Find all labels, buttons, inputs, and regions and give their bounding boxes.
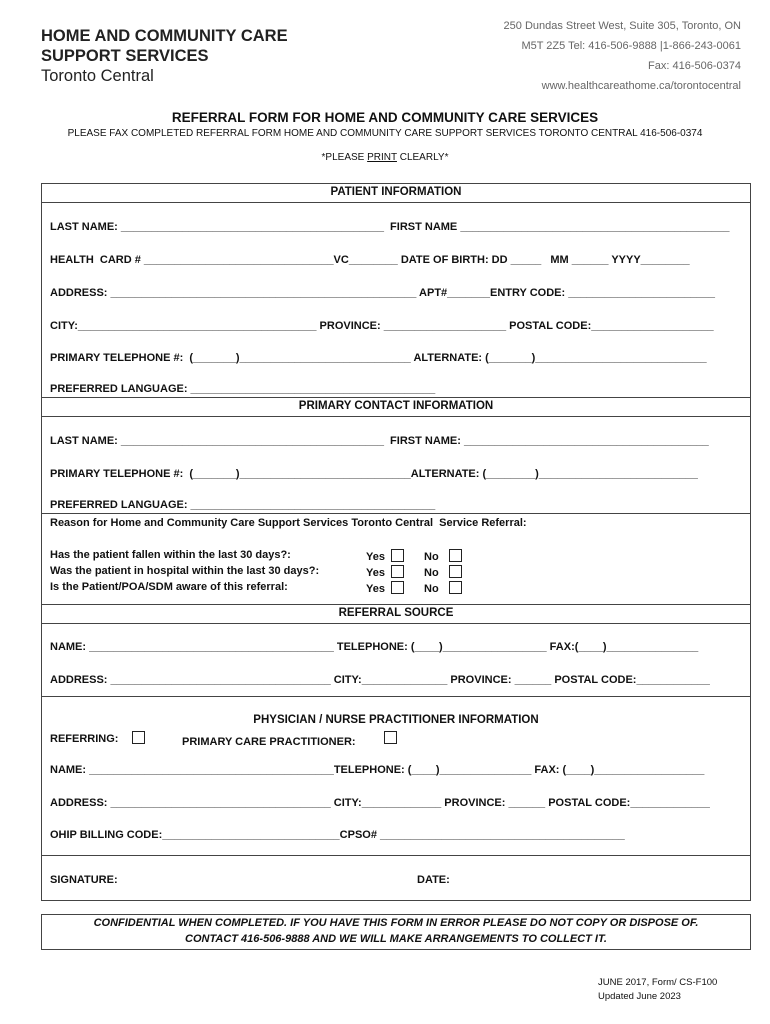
no-label: No (424, 583, 439, 595)
print-pre: *PLEASE (321, 152, 368, 163)
hospital-yes-option[interactable] (366, 565, 404, 579)
org-name-line2: SUPPORT SERVICES (41, 47, 209, 65)
website-link[interactable]: www.healthcareathome.ca/torontocentral (541, 80, 741, 92)
contact-language-field[interactable]: PREFERRED LANGUAGE: ________________________________________ (50, 499, 436, 511)
address-line2: M5T 2Z5 Tel: 416-506-9888 |1-866-243-0061 (521, 40, 741, 52)
referral-name-field[interactable]: NAME: ________________________________________ TELEPHONE: (____)_________________ FAX:(____)_______________ (50, 641, 699, 653)
aware-yes-option[interactable] (366, 581, 404, 595)
primary-care-option[interactable] (182, 731, 397, 748)
contact-name-field[interactable]: LAST NAME: ___________________________________________ FIRST NAME: ________________________________________ (50, 435, 709, 447)
fallen-no-option[interactable] (424, 549, 462, 563)
question-hospital: Was the patient in hospital within the last 30 days?: (50, 565, 320, 577)
hospital-yes-checkbox[interactable] (391, 565, 404, 578)
form-subtitle: PLEASE FAX COMPLETED REFERRAL FORM HOME AND COMMUNITY CARE SUPPORT SERVICES TORONTO CENTRAL 416-506-0374 (67, 128, 703, 139)
referring-checkbox[interactable] (132, 731, 145, 744)
aware-yes-checkbox[interactable] (391, 581, 404, 594)
primary-care-label: PRIMARY CARE PRACTITIONER: (182, 736, 356, 748)
org-name-line3: Toronto Central (41, 67, 154, 85)
confidential-line2: CONTACT 416-506-9888 AND WE WILL MAKE ARRANGEMENTS TO COLLECT IT. (185, 933, 607, 945)
physician-billing-field[interactable]: OHIP BILLING CODE:_____________________________CPSO# ________________________________________ (50, 829, 625, 841)
form-version-footer (598, 976, 717, 1004)
form-title: REFERRAL FORM FOR HOME AND COMMUNITY CARE SERVICES (171, 110, 599, 125)
no-label: No (424, 551, 439, 563)
contact-telephone-field[interactable]: PRIMARY TELEPHONE #: (_______)____________________________ALTERNATE: (________)__________________________ (50, 468, 698, 480)
hospital-no-option[interactable] (424, 565, 462, 579)
print-instruction (0, 152, 770, 163)
patient-health-card-field[interactable]: HEALTH CARD # _______________________________VC________ DATE OF BIRTH: DD _____ MM ______ YYYY________ (50, 254, 690, 266)
address-line1: 250 Dundas Street West, Suite 305, Toronto, ON (503, 20, 741, 32)
fallen-yes-checkbox[interactable] (391, 549, 404, 562)
print-word: PRINT (367, 152, 397, 163)
signature-field[interactable]: SIGNATURE: (50, 874, 118, 886)
footer-line2: Updated June 2023 (598, 991, 681, 1002)
print-post: CLEARLY* (396, 152, 449, 163)
yes-label: Yes (366, 551, 385, 563)
organization-logo (41, 26, 288, 86)
yes-label: Yes (366, 567, 385, 579)
referring-option[interactable] (50, 731, 145, 745)
fallen-no-checkbox[interactable] (449, 549, 462, 562)
aware-no-option[interactable] (424, 581, 462, 595)
patient-city-field[interactable]: CITY:_______________________________________ PROVINCE: ____________________ POSTAL CODE:____________________ (50, 320, 714, 332)
patient-info-heading: PATIENT INFORMATION (330, 186, 462, 198)
fallen-yes-option[interactable] (366, 549, 404, 563)
fax-number: Fax: 416-506-0374 (648, 60, 741, 72)
physician-info-heading: PHYSICIAN / NURSE PRACTITIONER INFORMATION (253, 714, 539, 726)
hospital-no-checkbox[interactable] (449, 565, 462, 578)
org-name-line1: HOME AND COMMUNITY CARE (41, 27, 288, 45)
footer-line1: JUNE 2017, Form/ CS-F100 (598, 977, 718, 988)
primary-contact-heading: PRIMARY CONTACT INFORMATION (298, 400, 494, 412)
patient-telephone-field[interactable]: PRIMARY TELEPHONE #: (_______)____________________________ ALTERNATE: (_______)____________________________ (50, 352, 707, 364)
referral-address-field[interactable]: ADDRESS: ____________________________________ CITY:______________ PROVINCE: ______ POSTAL CODE:____________ (50, 674, 710, 686)
contact-address-block (504, 16, 741, 96)
patient-address-field[interactable]: ADDRESS: __________________________________________________ APT#_______ENTRY CODE: ________________________ (50, 287, 716, 299)
patient-language-field[interactable]: PREFERRED LANGUAGE: ________________________________________ (50, 383, 436, 395)
no-label: No (424, 567, 439, 579)
yes-label: Yes (366, 583, 385, 595)
date-field[interactable]: DATE: (417, 874, 450, 886)
physician-address-field[interactable]: ADDRESS: ____________________________________ CITY:_____________ PROVINCE: ______ POSTAL CODE:_____________ (50, 797, 710, 809)
referral-source-heading: REFERRAL SOURCE (338, 607, 454, 619)
patient-name-field[interactable]: LAST NAME: ___________________________________________ FIRST NAME ____________________________________________ (50, 221, 730, 233)
primary-care-checkbox[interactable] (384, 731, 397, 744)
referral-reason-label: Reason for Home and Community Care Support Services Toronto Central Service Referral: (50, 517, 527, 529)
referring-label: REFERRING: (50, 733, 119, 745)
question-fallen: Has the patient fallen within the last 30 days?: (50, 549, 291, 561)
question-aware: Is the Patient/POA/SDM aware of this referral: (50, 581, 288, 593)
confidential-line1: CONFIDENTIAL WHEN COMPLETED. IF YOU HAVE THIS FORM IN ERROR PLEASE DO NOT COPY OR DISPOSE OF. (93, 917, 699, 929)
aware-no-checkbox[interactable] (449, 581, 462, 594)
physician-name-field[interactable]: NAME: ________________________________________TELEPHONE: (____)_______________ FAX: (____)__________________ (50, 764, 705, 776)
confidential-notice (41, 914, 751, 950)
referral-form-box (41, 183, 751, 901)
